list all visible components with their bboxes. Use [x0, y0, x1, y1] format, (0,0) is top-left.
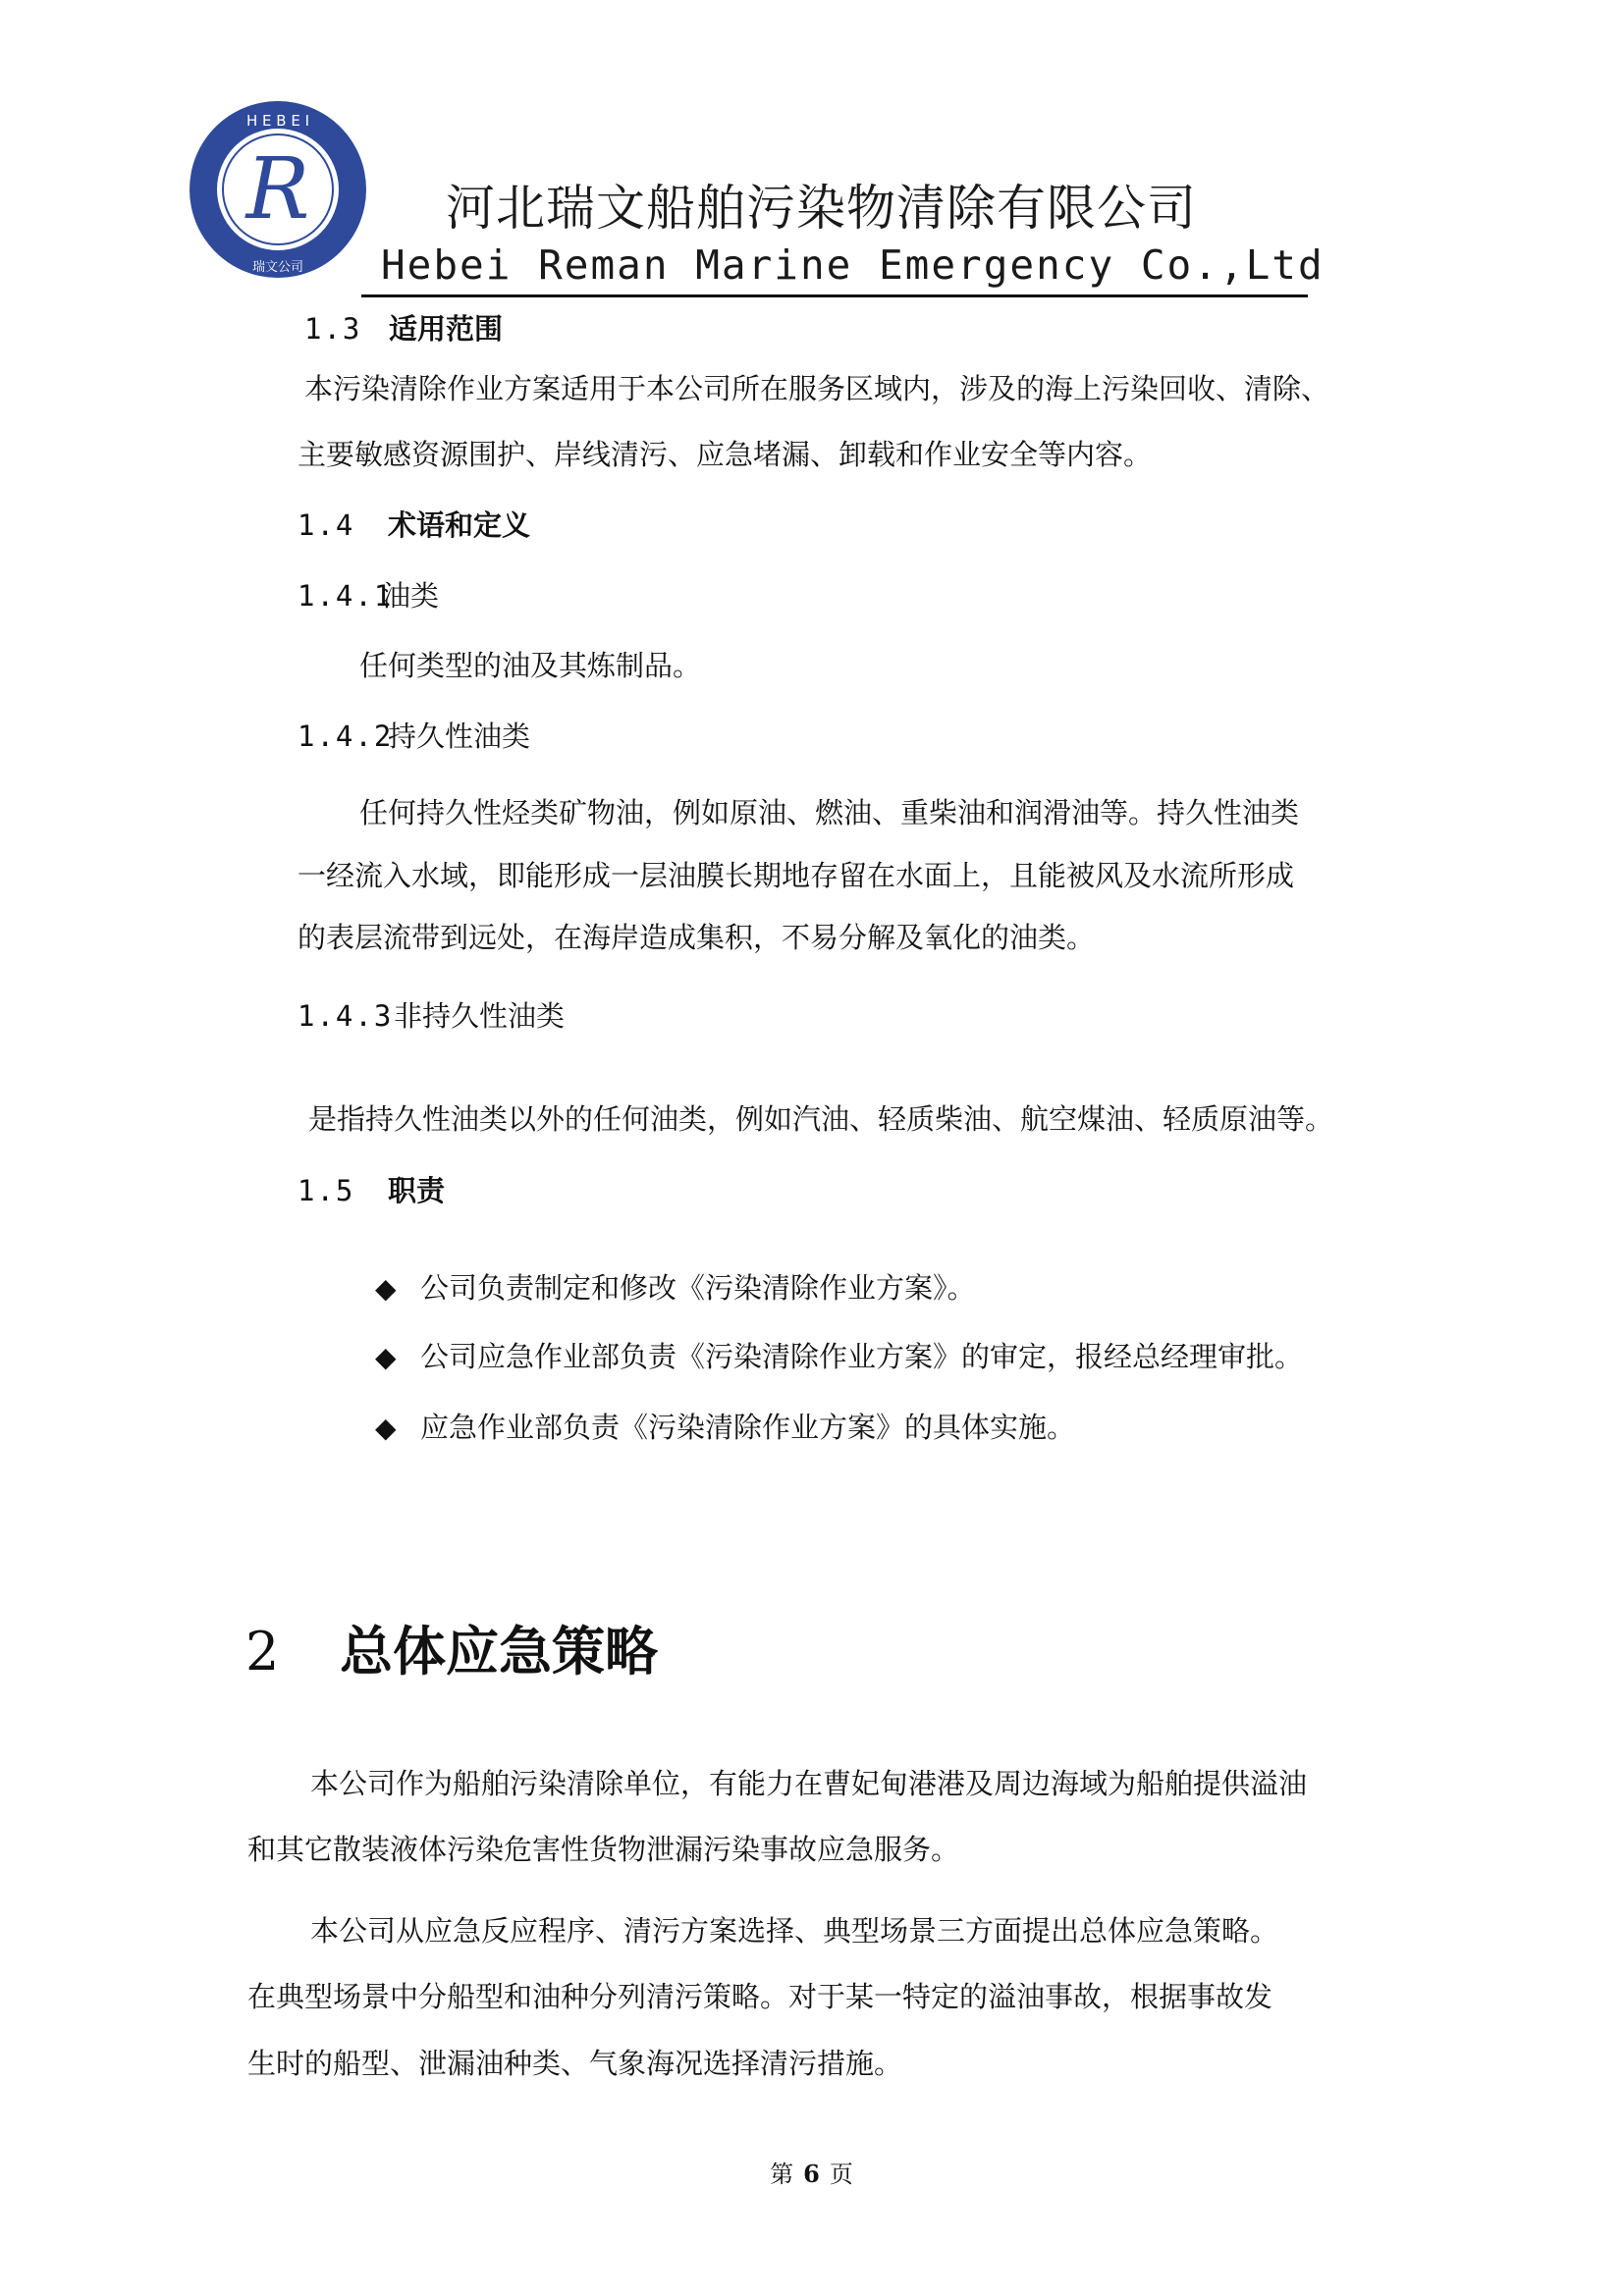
section-1-4-3-paragraph: 是指持久性油类以外的任何油类，例如汽油、轻质柴油、航空煤油、轻质原油等。	[308, 1102, 1334, 1136]
section-number: 1.4.3	[298, 999, 394, 1033]
chapter-2-paragraph-line: 生时的船型、泄漏油种类、气象海况选择清污措施。	[247, 2047, 903, 2080]
section-1-3-paragraph-line: 本污染清除作业方案适用于本公司所在服务区域内，涉及的海上污染回收、清除、	[304, 372, 1330, 405]
bullet-icon: ◆	[375, 1272, 397, 1305]
bullet-icon: ◆	[375, 1341, 397, 1373]
list-item-text: 公司负责制定和修改《污染清除作业方案》。	[420, 1271, 976, 1305]
list-item	[375, 1406, 1075, 1446]
section-1-3-heading	[304, 307, 503, 347]
page-number	[0, 2155, 1623, 2189]
chapter-2-paragraph-line: 在典型场景中分船型和油种分列清污策略。对于某一特定的溢油事故，根据事故发	[247, 1980, 1273, 2013]
chapter-2-paragraph-line: 本公司作为船舶污染清除单位，有能力在曹妃甸港港及周边海域为船舶提供溢油	[310, 1767, 1308, 1800]
chapter-2-heading	[245, 1610, 658, 1685]
section-1-5-heading	[298, 1169, 445, 1209]
section-number: 1.4.1	[298, 579, 394, 613]
logo-monogram: R	[245, 140, 310, 239]
page-suffix: 页	[829, 2161, 853, 2188]
section-1-4-2-paragraph-line: 的表层流带到远处，在海岸造成集积，不易分解及氧化的油类。	[298, 921, 1096, 954]
logo-caption: 瑞文公司	[251, 260, 304, 275]
chapter-2-paragraph-line: 本公司从应急反应程序、清污方案选择、典型场景三方面提出总体应急策略。	[310, 1914, 1279, 1948]
list-item-text: 应急作业部负责《污染清除作业方案》的具体实施。	[420, 1411, 1076, 1444]
list-item	[375, 1335, 1303, 1375]
bullet-icon: ◆	[375, 1412, 397, 1444]
section-title: 持久性油类	[388, 720, 531, 753]
section-number: 1.5	[298, 1174, 355, 1207]
list-item-text: 公司应急作业部负责《污染清除作业方案》的审定，报经总经理审批。	[420, 1340, 1304, 1373]
section-title: 术语和定义	[388, 508, 531, 542]
logo-letters: H E B E I	[245, 112, 310, 130]
section-title: 非持久性油类	[394, 999, 566, 1033]
company-name-en: Hebei Reman Marine Emergency Co.,Ltd	[381, 241, 1325, 289]
section-1-4-3-heading	[298, 994, 565, 1035]
section-1-4-2-paragraph-line: 任何持久性烃类矿物油，例如原油、燃油、重柴油和润滑油等。持久性油类	[359, 796, 1300, 829]
section-number: 1.3	[304, 312, 362, 346]
section-1-4-1-heading	[298, 574, 439, 614]
section-number: 1.4	[298, 508, 355, 542]
list-item	[375, 1266, 976, 1307]
page-prefix: 第	[770, 2161, 794, 2188]
section-title: 适用范围	[389, 312, 504, 346]
page-value: 6	[803, 2160, 820, 2188]
section-1-4-2-heading	[298, 715, 530, 755]
header-divider	[361, 294, 1308, 297]
chapter-2-paragraph-line: 和其它散装液体污染危害性货物泄漏污染事故应急服务。	[247, 1833, 960, 1866]
section-title: 油类	[382, 579, 440, 613]
company-name-cn: 河北瑞文船舶污染物清除有限公司	[446, 180, 1197, 237]
section-1-4-2-paragraph-line: 一经流入水域，即能形成一层油膜长期地存留在水面上，且能被风及水流所形成	[298, 859, 1295, 892]
company-logo	[187, 98, 369, 281]
chapter-number: 2	[245, 1621, 280, 1682]
section-1-3-paragraph-line: 主要敏感资源围护、岸线清污、应急堵漏、卸载和作业安全等内容。	[298, 438, 1153, 471]
section-1-4-1-paragraph: 任何类型的油及其炼制品。	[359, 649, 702, 682]
section-1-4-heading	[298, 504, 530, 544]
chapter-title: 总体应急策略	[340, 1620, 658, 1682]
section-number: 1.4.2	[298, 720, 394, 753]
section-title: 职责	[388, 1174, 446, 1207]
